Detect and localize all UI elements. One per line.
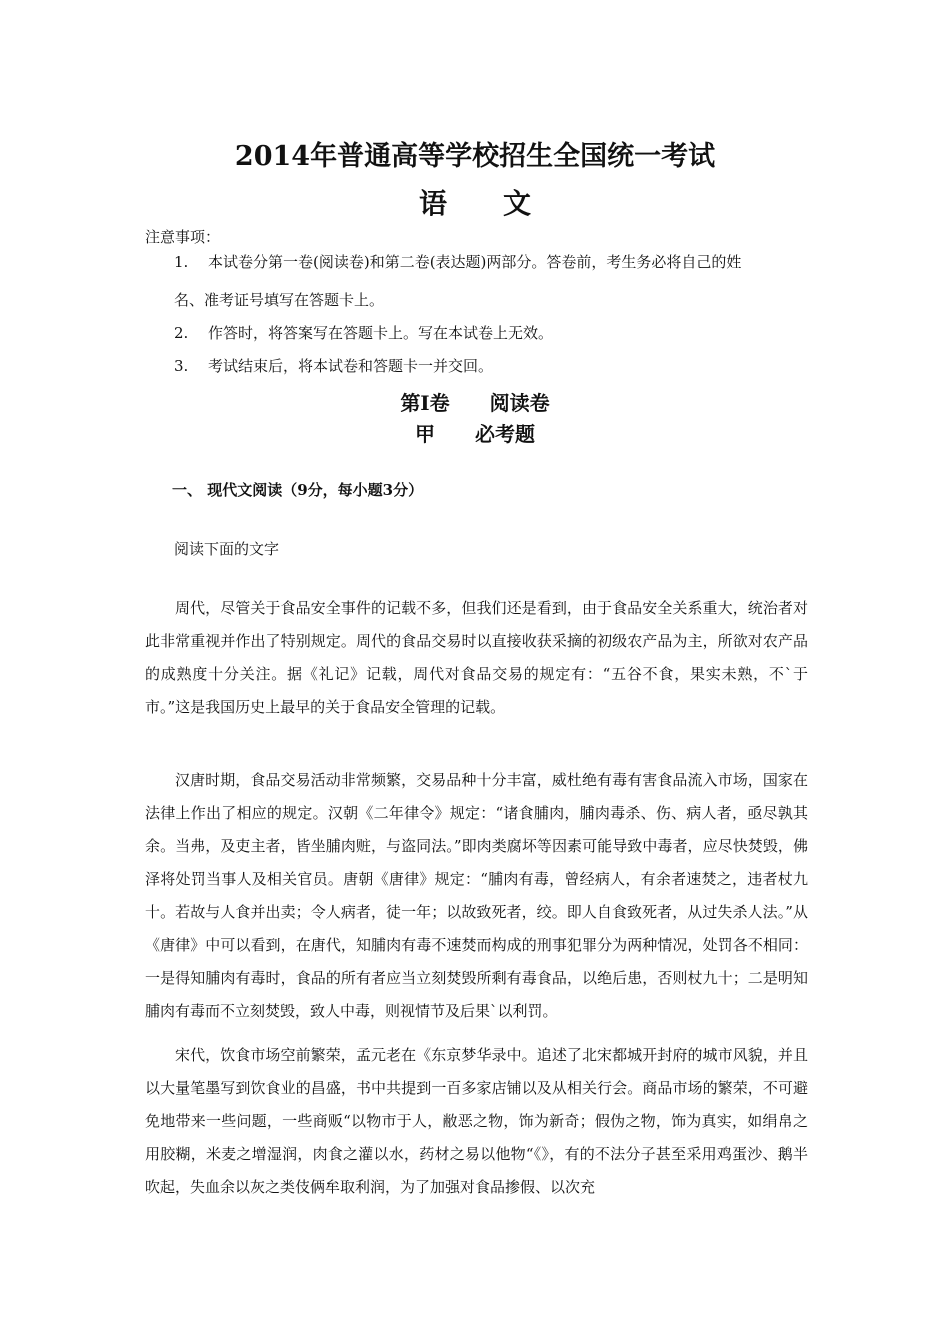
notice-item-number: 3. (174, 357, 189, 375)
paragraph-3: 宋代，饮食市场空前繁荣，孟元老在《东京梦华录中。追述了北宋都城开封府的城市风貌，并且以大量笔墨写到饮食业的昌盛，书中共提到一百多家店铺以及从相关行会。商品市场的繁荣，不可避免地带来一些问题，一些商贩“以物市于人，敝恶之物，饰为新奇；假伪之物，饰为真实，如绢帛之用胶糊，米麦之增湿润，肉食之灌以水，药材之易以他物“《》，有的不法分子甚至采用鸡蛋沙、鹅半吹起，失血余以灰之类伎俩牟取利润，为了加强对食品掺假、以次充 (145, 1046, 808, 1196)
part-subheading (0, 418, 950, 447)
notice-item-2 (174, 323, 553, 343)
notice-item-text: 考试结束后，将本试卷和答题卡一并交回。 (208, 357, 494, 375)
notice-item-text: 本试卷分第一卷(阅读卷)和第二卷(表达题)两部分。答卷前，考生务必将自己的姓 (208, 253, 742, 271)
section-heading: 一、 现代文阅读（9分，每小题3分） (172, 481, 424, 499)
notice-item-1 (174, 252, 741, 272)
part-heading (0, 387, 950, 416)
subject-char-2: 文 (503, 187, 532, 220)
exam-title: 2014年普通高等学校招生全国统一考试 (234, 141, 716, 172)
notice-item-text: 作答时，将答案写在答题卡上。写在本试卷上无效。 (208, 324, 554, 342)
notice-item-3 (174, 356, 493, 376)
notice-heading: 注意事项： (145, 228, 221, 246)
reading-instruction: 阅读下面的文字 (174, 540, 280, 558)
part-sub-name: 必考题 (475, 422, 535, 446)
part-sub-label: 甲 (415, 422, 435, 446)
paragraph-2: 汉唐时期，食品交易活动非常频繁，交易品种十分丰富，威杜绝有毒有害食品流入市场，国家在法律上作出了相应的规定。汉朝《二年律令》规定：“诸食脯肉，脯肉毒杀、伤、病人者，亟尽孰其余。当弗，及吏主者，皆坐脯肉赃，与盗同法。”即肉类腐坏等因素可能导致中毒者，应尽快焚毁，佛泽将处罚当事人及相关官员。唐朝《唐律》规定：“脯肉有毒，曾经病人，有余者速焚之，违者杖九十。若故与人食并出卖；令人病者，徒一年；以故致死者，绞。即人自食致死者，从过失杀人法。”从《唐律》中可以看到，在唐代，知脯肉有毒不速焚而构成的刑事犯罪分为两种情况，处罚各不相同：一是得知脯肉有毒时，食品的所有者应当立刻焚毁所剩有毒食品，以绝后患，否则杖九十；二是明知脯肉有毒而不立刻焚毁，致人中毒，则视情节及后果`以利罚。 (145, 771, 808, 1020)
notice-item-number: 2. (174, 324, 189, 342)
part-name: 阅读卷 (489, 391, 550, 415)
subject-title (0, 182, 950, 222)
notice-item-number: 1. (174, 253, 189, 271)
subject-char-1: 语 (418, 187, 447, 220)
paragraph-1: 周代，尽管关于食品安全事件的记载不多，但我们还是看到，由于食品安全关系重大，统治者对此非常重视并作出了特别规定。周代的食品交易时以直接收获采摘的初级农产品为主，所欲对农产品的成熟度十分关注。据《礼记》记载，周代对食品交易的规定有：“五谷不食，果实未熟，不`于市。”这是我国历史上最早的关于食品安全管理的记载。 (145, 599, 808, 716)
notice-item-1-continued: 名、准考证号填写在答题卡上。 (174, 291, 385, 309)
part-label: 第Ⅰ卷 (400, 391, 450, 415)
